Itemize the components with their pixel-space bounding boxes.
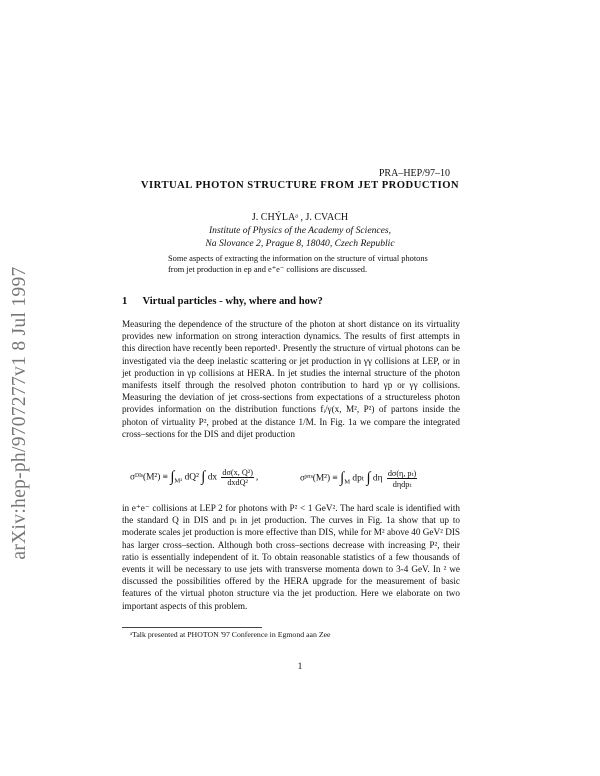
integral-limit: M² bbox=[174, 477, 183, 485]
paper-title: VIRTUAL PHOTON STRUCTURE FROM JET PRODUCTION bbox=[140, 180, 460, 191]
fraction-denominator: dxdQ² bbox=[227, 478, 248, 487]
differential: dQ² bbox=[184, 472, 199, 483]
differential: dpₜ bbox=[352, 473, 365, 484]
affiliation-line-2: Na Slovance 2, Prague 8, 18040, Czech Republic bbox=[205, 238, 395, 249]
footnote-rule bbox=[122, 627, 262, 628]
section-title: Virtual particles - why, where and how? bbox=[142, 296, 323, 307]
page-number: 1 bbox=[297, 662, 303, 672]
fraction bbox=[387, 468, 417, 489]
integral-symbol: ∫ bbox=[340, 470, 345, 486]
integral-symbol: ∫ bbox=[170, 469, 175, 485]
arxiv-side-identifier bbox=[2, 208, 38, 618]
paragraph-1: Measuring the dependence of the structure of the photon at short distance on its virtuality provides new information on strong interaction dynamics. The results of first attempts in this direction have recently been reported¹. Presently the structure of virtual photons can be investigated via the deep inelastic scattering or jet production in γγ collisions at LEP, or in jet production in γp collisions at HERA. In jet studies the internal structure of the photon manifests itself through the resolved photon contribution to hard γp or γγ collisions. Measuring the deviation of jet cross-sections from expectations of a structureless photon provides information on the distribution functions fᵢ/γ(x, M², P²) of partons inside the photon of virtuality P², probed at the distance 1/M. In Fig. 1a we compare the integrated cross–sections for the DIS and dijet production bbox=[122, 319, 460, 439]
fraction-numerator: dσ(x, Q²) bbox=[222, 468, 253, 477]
arxiv-identifier-text: arXiv:hep-ph/9707277v1 8 Jul 1997 bbox=[9, 266, 30, 560]
equation-dis: σᴰᴵˢ(M²) ≡ $\int_{M^2}$ dQ² ∫ dx $\frac{\text{dσ(x, Q²)}}{\text{dxdQ²}}$ , bbox=[130, 468, 259, 487]
paragraph-2: in e⁺e⁻ collisions at LEP 2 for photons with P² < 1 GeV². The hard scale is identified with the standard Q in DIS and pₜ in jet production. The curves in Fig. 1a show that up to moderate scales jet production is more effective than DIS, while for M² above 40 GeV² DIS has larger cross–section. Although both cross–sections decrease with increasing P², their ratio is essentially independent of it. To obtain reasonable statistics of a few thousands of events it will be necessary to use jets with transverse momenta down to 3-4 GeV. In ² we discussed the possibilities offered by the HERA upgrade for the measurement of basic features of the virtual photon structure via the jet production. Here we elaborate on two important aspects of this problem. bbox=[122, 503, 460, 611]
fraction bbox=[221, 468, 254, 487]
integral-limit: M bbox=[344, 478, 351, 486]
equation bbox=[122, 462, 460, 494]
section-number: 1 bbox=[122, 296, 128, 307]
equation-jets bbox=[300, 468, 419, 489]
section-heading bbox=[122, 296, 323, 307]
authors: J. CHÝLAᵃ , J. CVACH bbox=[251, 212, 349, 223]
footnote: ᵃTalk presented at PHOTON '97 Conference in Egmond aan Zee bbox=[130, 630, 331, 639]
integral-symbol: ∫ bbox=[366, 470, 371, 486]
integral-symbol: ∫ bbox=[201, 469, 206, 485]
fraction-numerator: dσ(η, pₜ) bbox=[387, 469, 417, 478]
equation-lhs-jets: σʲᵉᵗˢ(M²) ≡ bbox=[300, 473, 338, 484]
equation-lhs-dis: σᴰᴵˢ(M²) ≡ bbox=[130, 472, 168, 483]
fraction-denominator: dηdpₜ bbox=[392, 480, 412, 489]
abstract: Some aspects of extracting the information on the structure of virtual photons from jet production in ep and e⁺e⁻ collisions are discussed. bbox=[168, 254, 428, 274]
report-number: PRA–HEP/97–10 bbox=[378, 168, 450, 179]
differential: dx bbox=[207, 472, 218, 483]
differential: dη bbox=[372, 473, 383, 484]
affiliation-line-1: Institute of Physics of the Academy of Sciences, bbox=[208, 225, 392, 236]
affiliation bbox=[0, 224, 600, 250]
